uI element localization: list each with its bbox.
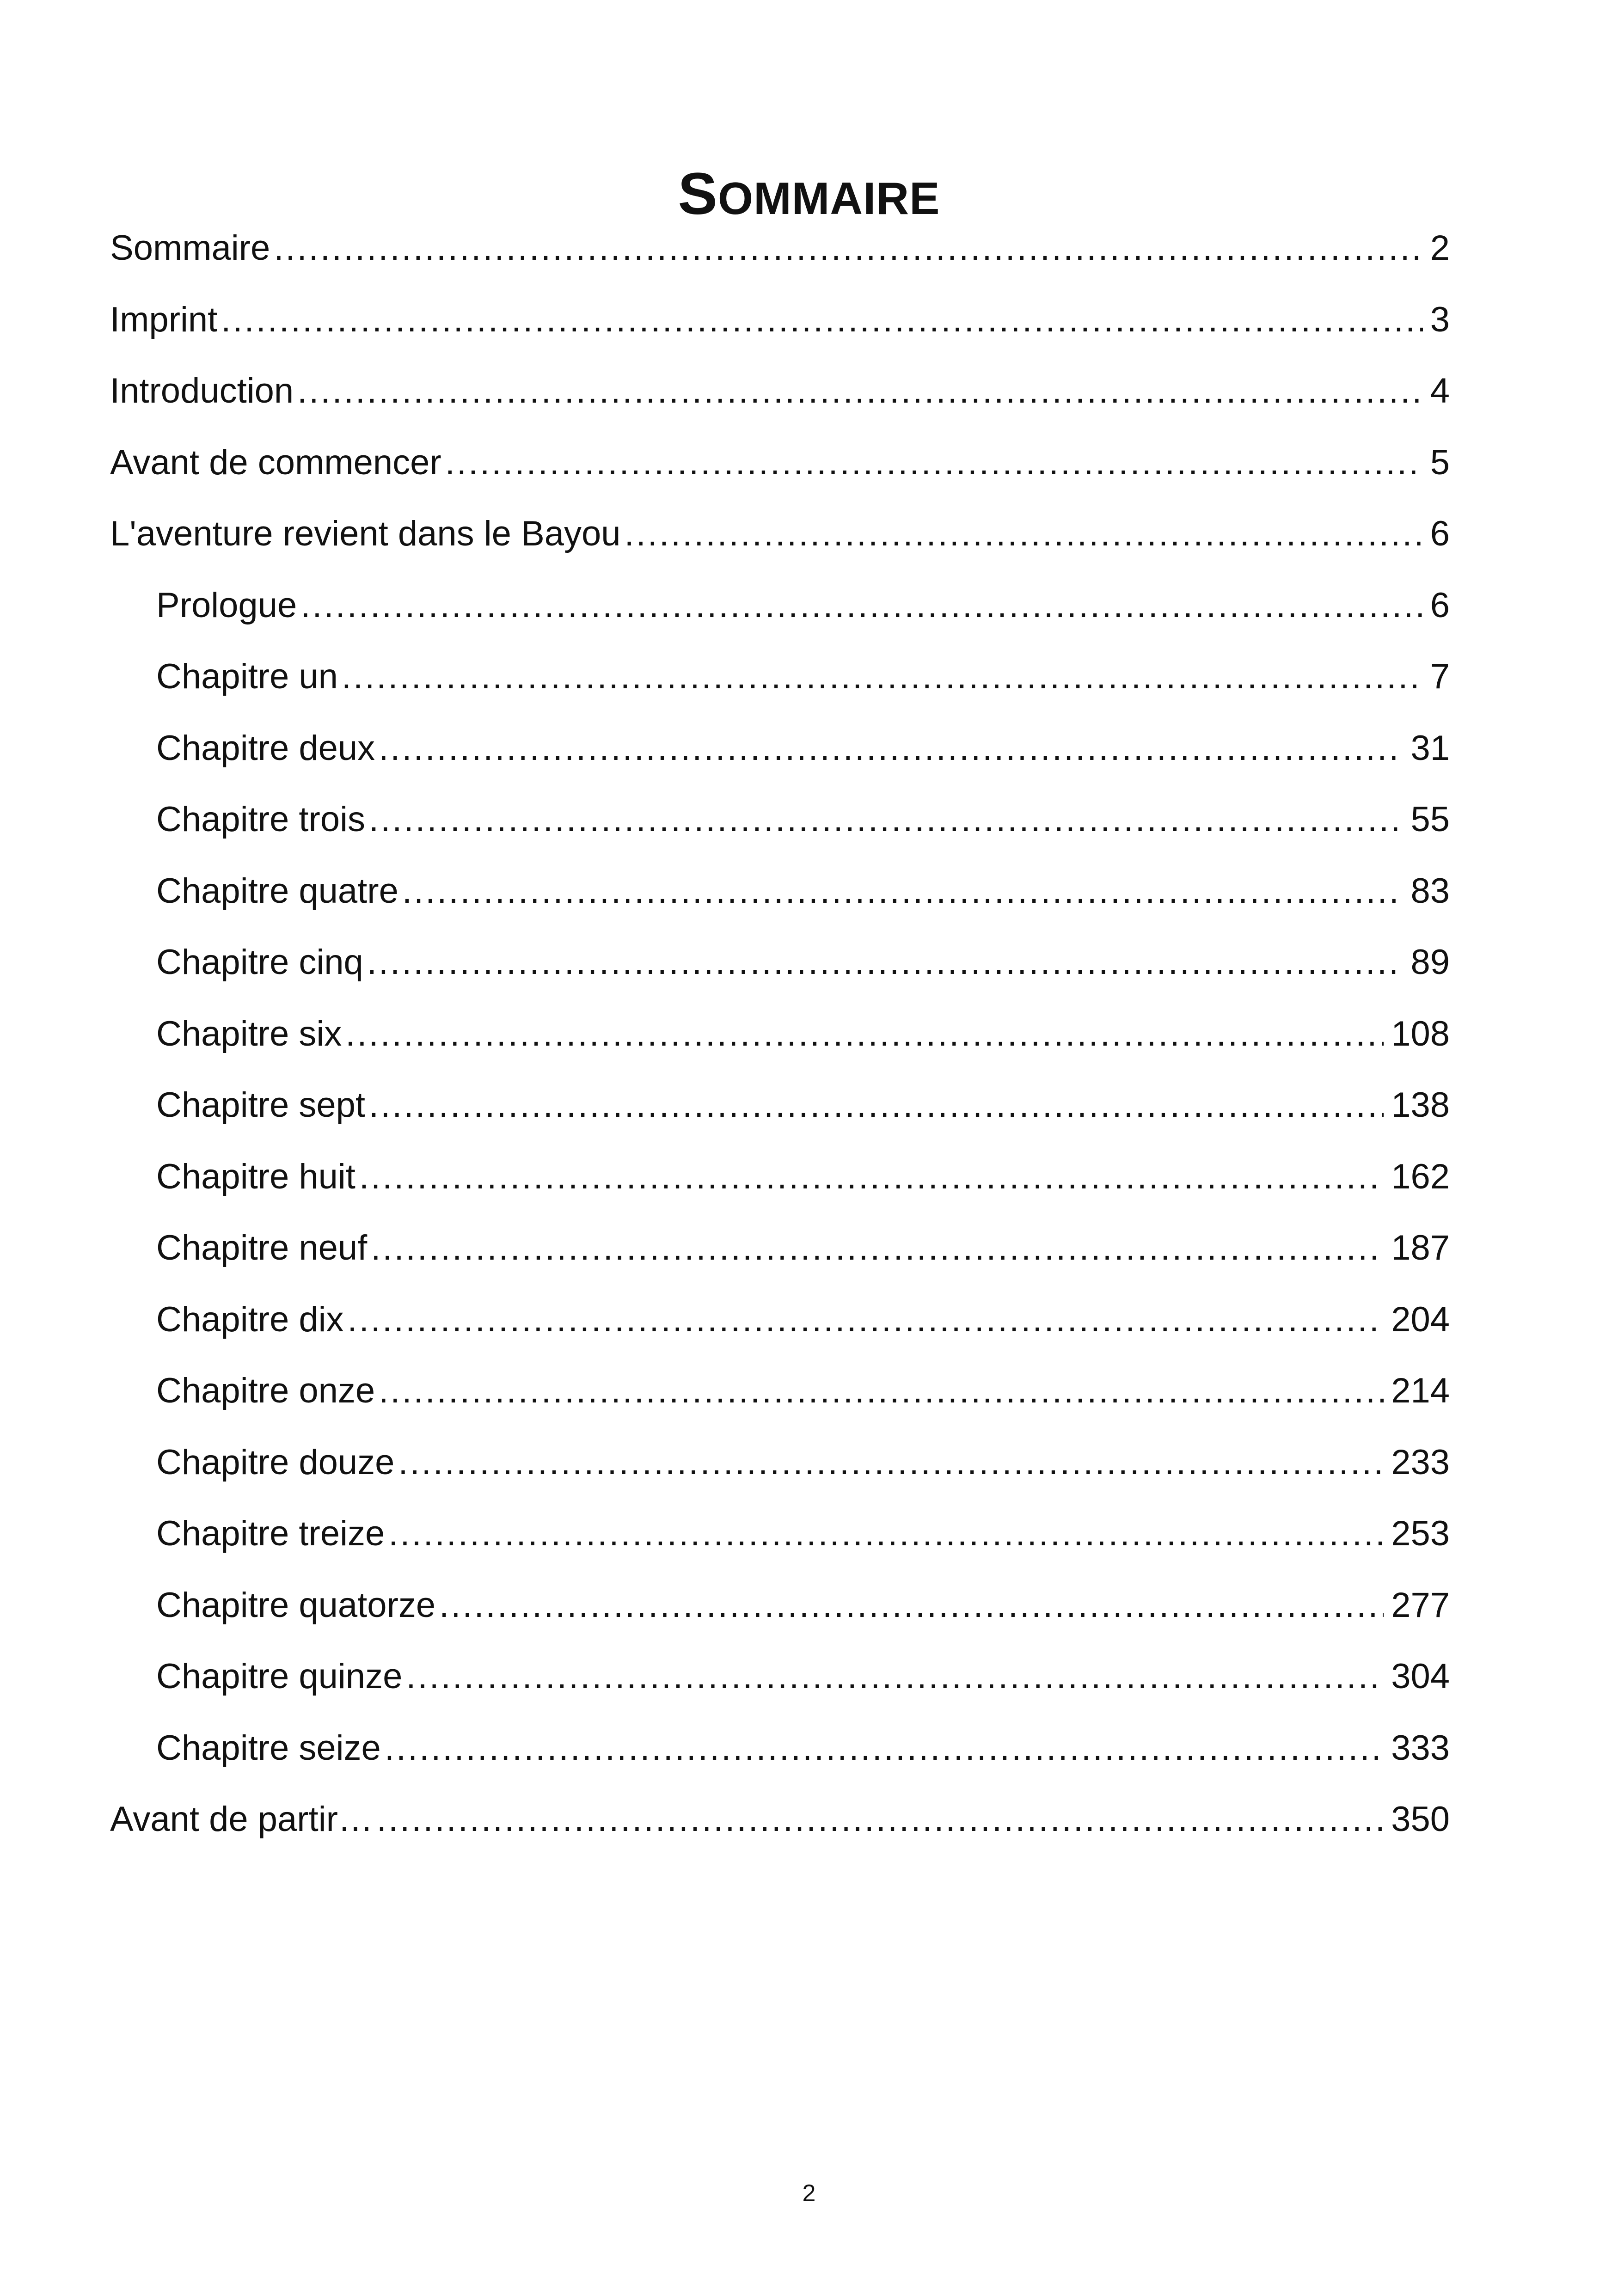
toc-entry[interactable] <box>110 355 1450 427</box>
toc-entry-page: 31 <box>1410 728 1450 768</box>
toc-entry[interactable] <box>110 570 1450 642</box>
toc-entry-page: 253 <box>1391 1514 1450 1553</box>
toc-entry-label: Avant de commencer <box>110 442 441 482</box>
page-title-rest: OMMAIRE <box>717 172 940 224</box>
toc-entry-label: Chapitre dix <box>156 1299 344 1339</box>
toc-entry[interactable] <box>110 1284 1450 1356</box>
toc-entry-label: Chapitre trois <box>156 800 365 839</box>
toc-entry-label: Chapitre six <box>156 1014 342 1053</box>
toc-entry[interactable] <box>110 1427 1450 1499</box>
toc-entry[interactable] <box>110 1355 1450 1427</box>
toc-entry-page: 304 <box>1391 1657 1450 1696</box>
toc-entry[interactable] <box>110 1641 1450 1713</box>
toc-entry-label: Imprint <box>110 300 218 339</box>
toc-entry[interactable] <box>110 713 1450 784</box>
toc-entry-label: Chapitre quatre <box>156 871 398 911</box>
toc-dot-leader <box>369 784 1403 856</box>
toc-entry-page: 83 <box>1410 871 1450 911</box>
toc-dot-leader <box>385 1713 1384 1784</box>
toc-entry[interactable] <box>110 284 1450 356</box>
toc-entry-page: 277 <box>1391 1585 1450 1625</box>
toc-entry-label: Chapitre treize <box>156 1514 385 1553</box>
toc-entry[interactable] <box>110 1570 1450 1641</box>
toc-entry[interactable] <box>110 1141 1450 1213</box>
toc-entry-page: 7 <box>1430 657 1450 696</box>
toc-entry-page: 108 <box>1391 1014 1450 1053</box>
toc-dot-leader <box>274 213 1422 284</box>
toc-entry[interactable] <box>110 1784 1450 1855</box>
toc-dot-leader <box>388 1498 1384 1570</box>
toc-entry-page: 162 <box>1391 1157 1450 1196</box>
toc-dot-leader <box>348 1284 1384 1356</box>
toc-entry-page: 2 <box>1430 228 1450 268</box>
toc-entry[interactable] <box>110 1212 1450 1284</box>
toc-entry-label: Chapitre huit <box>156 1157 355 1196</box>
toc-entry-page: 5 <box>1430 442 1450 482</box>
toc-dot-leader <box>359 1141 1384 1213</box>
toc-dot-leader <box>377 1784 1384 1855</box>
page-title-initial: S <box>678 160 718 227</box>
table-of-contents <box>110 213 1450 1855</box>
toc-dot-leader <box>439 1570 1384 1641</box>
toc-dot-leader <box>345 998 1384 1070</box>
page-number: 2 <box>802 2180 816 2207</box>
toc-entry-label: Sommaire <box>110 228 270 268</box>
toc-entry-page: 138 <box>1391 1085 1450 1125</box>
toc-dot-leader <box>379 1355 1384 1427</box>
toc-entry-page: 6 <box>1430 585 1450 625</box>
toc-entry[interactable] <box>110 1070 1450 1141</box>
toc-dot-leader <box>406 1641 1384 1713</box>
toc-entry-page: 55 <box>1410 800 1450 839</box>
toc-entry-label: Avant de partir… <box>110 1800 373 1839</box>
toc-entry-page: 204 <box>1391 1299 1450 1339</box>
toc-dot-leader <box>371 1212 1384 1284</box>
toc-dot-leader <box>367 927 1403 998</box>
toc-entry-page: 4 <box>1430 371 1450 410</box>
toc-dot-leader <box>445 427 1423 499</box>
toc-dot-leader <box>342 641 1423 713</box>
toc-entry-label: Chapitre seize <box>156 1728 381 1768</box>
toc-entry[interactable] <box>110 213 1450 284</box>
toc-entry-page: 214 <box>1391 1371 1450 1410</box>
toc-entry[interactable] <box>110 498 1450 570</box>
toc-entry[interactable] <box>110 998 1450 1070</box>
toc-entry-label: Chapitre un <box>156 657 338 696</box>
toc-entry[interactable] <box>110 856 1450 927</box>
toc-entry-page: 3 <box>1430 300 1450 339</box>
toc-entry-label: Prologue <box>156 585 297 625</box>
toc-entry-label: Introduction <box>110 371 294 410</box>
toc-entry-label: Chapitre quatorze <box>156 1585 436 1625</box>
toc-entry-label: Chapitre neuf <box>156 1228 368 1267</box>
toc-dot-leader <box>369 1070 1384 1141</box>
toc-entry-label: Chapitre sept <box>156 1085 366 1125</box>
toc-entry-label: Chapitre douze <box>156 1442 395 1482</box>
toc-dot-leader <box>221 284 1422 356</box>
toc-dot-leader <box>402 856 1403 927</box>
toc-entry-page: 333 <box>1391 1728 1450 1768</box>
toc-entry[interactable] <box>110 1498 1450 1570</box>
toc-entry-page: 187 <box>1391 1228 1450 1267</box>
toc-entry-label: Chapitre quinze <box>156 1657 403 1696</box>
toc-dot-leader <box>300 570 1422 642</box>
toc-entry-page: 6 <box>1430 514 1450 553</box>
toc-entry[interactable] <box>110 927 1450 998</box>
toc-entry-label: Chapitre cinq <box>156 943 363 982</box>
toc-entry-page: 233 <box>1391 1442 1450 1482</box>
toc-entry[interactable] <box>110 427 1450 499</box>
toc-dot-leader <box>379 713 1403 784</box>
toc-entry-label: Chapitre onze <box>156 1371 375 1410</box>
toc-entry-label: Chapitre deux <box>156 728 375 768</box>
toc-entry[interactable] <box>110 784 1450 856</box>
toc-entry[interactable] <box>110 1713 1450 1784</box>
toc-entry-page: 89 <box>1410 943 1450 982</box>
toc-dot-leader <box>297 355 1423 427</box>
toc-entry-label: L'aventure revient dans le Bayou <box>110 514 621 553</box>
toc-entry[interactable] <box>110 641 1450 713</box>
toc-dot-leader <box>398 1427 1384 1499</box>
toc-dot-leader <box>625 498 1423 570</box>
toc-entry-page: 350 <box>1391 1800 1450 1839</box>
